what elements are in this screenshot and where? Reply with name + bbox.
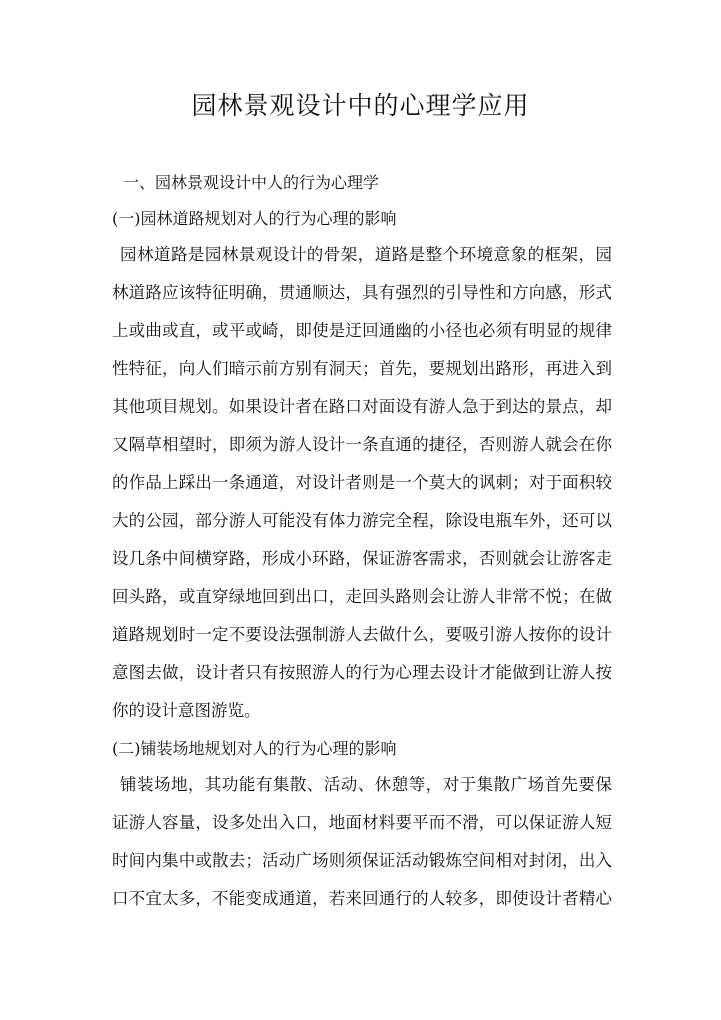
paragraph-line: 铺装场地，其功能有集散、活动、休憩等，对于集散广场首先要保 xyxy=(120,775,612,794)
section-heading-1: 一、园林景观设计中人的行为心理学 xyxy=(123,173,380,192)
paragraph-line: 又隔草相望时，即须为游人设计一条直通的捷径，否则游人就会在你 xyxy=(112,435,612,454)
subsection-heading-2: (二)铺装场地规划对人的行为心理的影响 xyxy=(112,739,397,758)
paragraph-line: 意图去做，设计者只有按照游人的行为心理去设计才能做到让游人按 xyxy=(112,663,612,682)
paragraph-line: 回头路，或直穿绿地回到出口，走回头路则会让游人非常不悦；在做 xyxy=(112,587,612,606)
paragraph-line: 林道路应该特征明确，贯通顺达，具有强烈的引导性和方向感，形式 xyxy=(112,283,612,302)
paragraph-line: 其他项目规划。如果设计者在路口对面设有游人急于到达的景点，却 xyxy=(112,397,612,416)
paragraph-line: 的作品上踩出一条通道，对设计者则是一个莫大的讽刺；对于面积较 xyxy=(112,473,612,492)
paragraph-line: 上或曲或直，或平或崎，即使是迂回通幽的小径也必须有明显的规律 xyxy=(112,321,612,340)
paragraph-line: 口不宜太多，不能变成通道，若来回通行的人较多，即使设计者精心 xyxy=(112,889,612,908)
subsection-heading-1: (一)园林道路规划对人的行为心理的影响 xyxy=(112,209,397,228)
paragraph-line: 证游人容量，设多处出入口，地面材料要平而不滑，可以保证游人短 xyxy=(112,813,612,832)
paragraph-line: 性特征，向人们暗示前方别有洞天；首先，要规划出路形，再进入到 xyxy=(112,359,612,378)
paragraph-line: 道路规划时一定不要设法强制游人去做什么，要吸引游人按你的设计 xyxy=(112,625,612,644)
paragraph-line: 设几条中间横穿路，形成小环路，保证游客需求，否则就会让游客走 xyxy=(112,549,612,568)
document-title: 园林景观设计中的心理学应用 xyxy=(191,91,530,120)
paragraph-line: 时间内集中或散去；活动广场则须保证活动锻炼空间相对封闭，出入 xyxy=(112,851,612,870)
paragraph-line: 你的设计意图游览。 xyxy=(112,701,261,720)
paragraph-line: 园林道路是园林景观设计的骨架，道路是整个环境意象的框架，园 xyxy=(120,245,612,264)
paragraph-line: 大的公园，部分游人可能没有体力游完全程，除设电瓶车外，还可以 xyxy=(112,511,612,530)
